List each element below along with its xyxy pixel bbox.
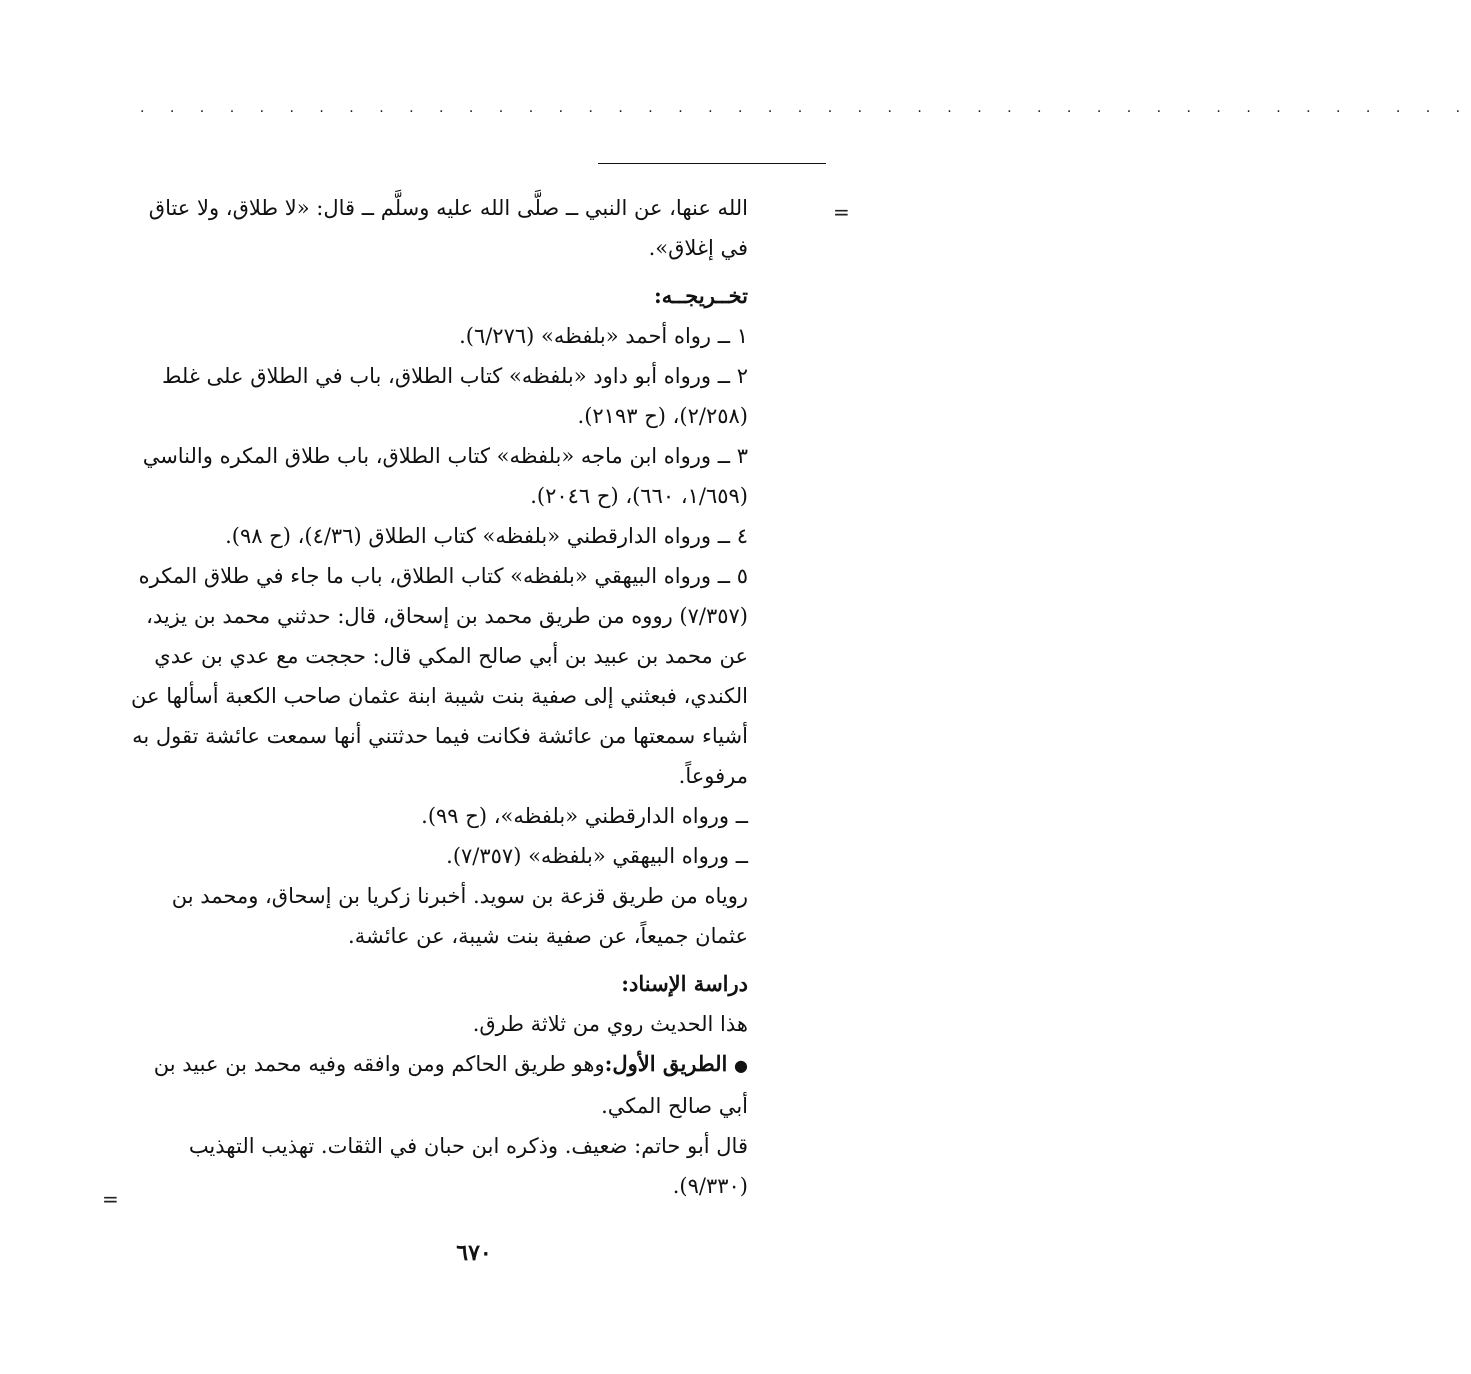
takhrij-item-2: ٢ ــ ورواه أبو داود «بلفظه» كتاب الطلاق، باب في الطلاق على غلط (٢/٢٥٨)، (ح ٢١٩٣). xyxy=(161,364,748,428)
takhrij-item-4: ٤ ــ ورواه الدارقطني «بلفظه» كتاب الطلاق (٤/٣٦)، (ح ٩٨). xyxy=(225,524,748,548)
first-path-label: الطريق الأول: xyxy=(604,1051,728,1076)
continuation-mark-top: = xyxy=(833,200,850,224)
takhrij-item-5: ٥ ــ ورواه البيهقي «بلفظه» كتاب الطلاق، باب ما جاء في طلاق المكره (٧/٣٥٧) رووه من طريق محمد بن إسحاق، قال: حدثني محمد بن يزيد، عن محمد بن عبيد بن أبي صالح المكي قال: حججت مع عدي بن عدي الكندي، فبعثني إلى صفية بنت شيبة ابنة عثمان صاحب الكعبة أسألها عن أشياء سمعتها من عائشة فكانت فيما حدثتني أنها سمعت عائشة تقول به مرفوعاً. xyxy=(131,564,748,788)
footnote-rule xyxy=(598,163,826,164)
footnote-line-1: الله عنها، عن النبي ــ صلَّى الله عليه وسلَّم ــ قال: «لا طلاق، ولا عتاق xyxy=(148,196,748,220)
footnote-line-2: في إغلاق». xyxy=(648,236,748,260)
dotted-separator: . . . . . . . . . . . . . . . . . . . . . . . . . . . . . . . . . . . . . . . . . . . . . xyxy=(140,100,1471,116)
continuation-mark-bottom: = xyxy=(102,1187,119,1211)
bullet-icon: ● xyxy=(734,1056,748,1075)
body-text xyxy=(126,188,748,1206)
isnad-intro: هذا الحديث روي من ثلاثة طرق. xyxy=(472,1012,748,1036)
takhrij-item-7: ــ ورواه البيهقي «بلفظه» (٧/٣٥٧). xyxy=(446,844,748,868)
isnad-heading: دراسة الإسناد: xyxy=(621,971,748,996)
isnad-first-path xyxy=(126,1044,748,1126)
page-number: ٦٧٠ xyxy=(456,1240,492,1266)
takhrij-item-8: روياه من طريق قزعة بن سويد. أخبرنا زكريا بن إسحاق، ومحمد بن عثمان جميعاً، عن صفية بنت شيبة، عن عائشة. xyxy=(171,884,748,948)
first-path-text: وهو طريق الحاكم ومن وافقه وفيه محمد بن عبيد بن أبي صالح المكي. xyxy=(153,1052,748,1118)
takhrij-item-3: ٣ ــ ورواه ابن ماجه «بلفظه» كتاب الطلاق، باب طلاق المكره والناسي (١/٦٥٩، ٦٦٠)، (ح ٢٠٤٦). xyxy=(142,444,748,508)
isnad-quote: قال أبو حاتم: ضعيف. وذكره ابن حبان في الثقات. تهذيب التهذيب (٩/٣٣٠). xyxy=(188,1134,748,1198)
takhrij-heading: تخــريجــه: xyxy=(653,283,748,308)
takhrij-item-1: ١ ــ رواه أحمد «بلفظه» (٦/٢٧٦). xyxy=(459,324,748,348)
takhrij-item-6: ــ ورواه الدارقطني «بلفظه»، (ح ٩٩). xyxy=(421,804,748,828)
